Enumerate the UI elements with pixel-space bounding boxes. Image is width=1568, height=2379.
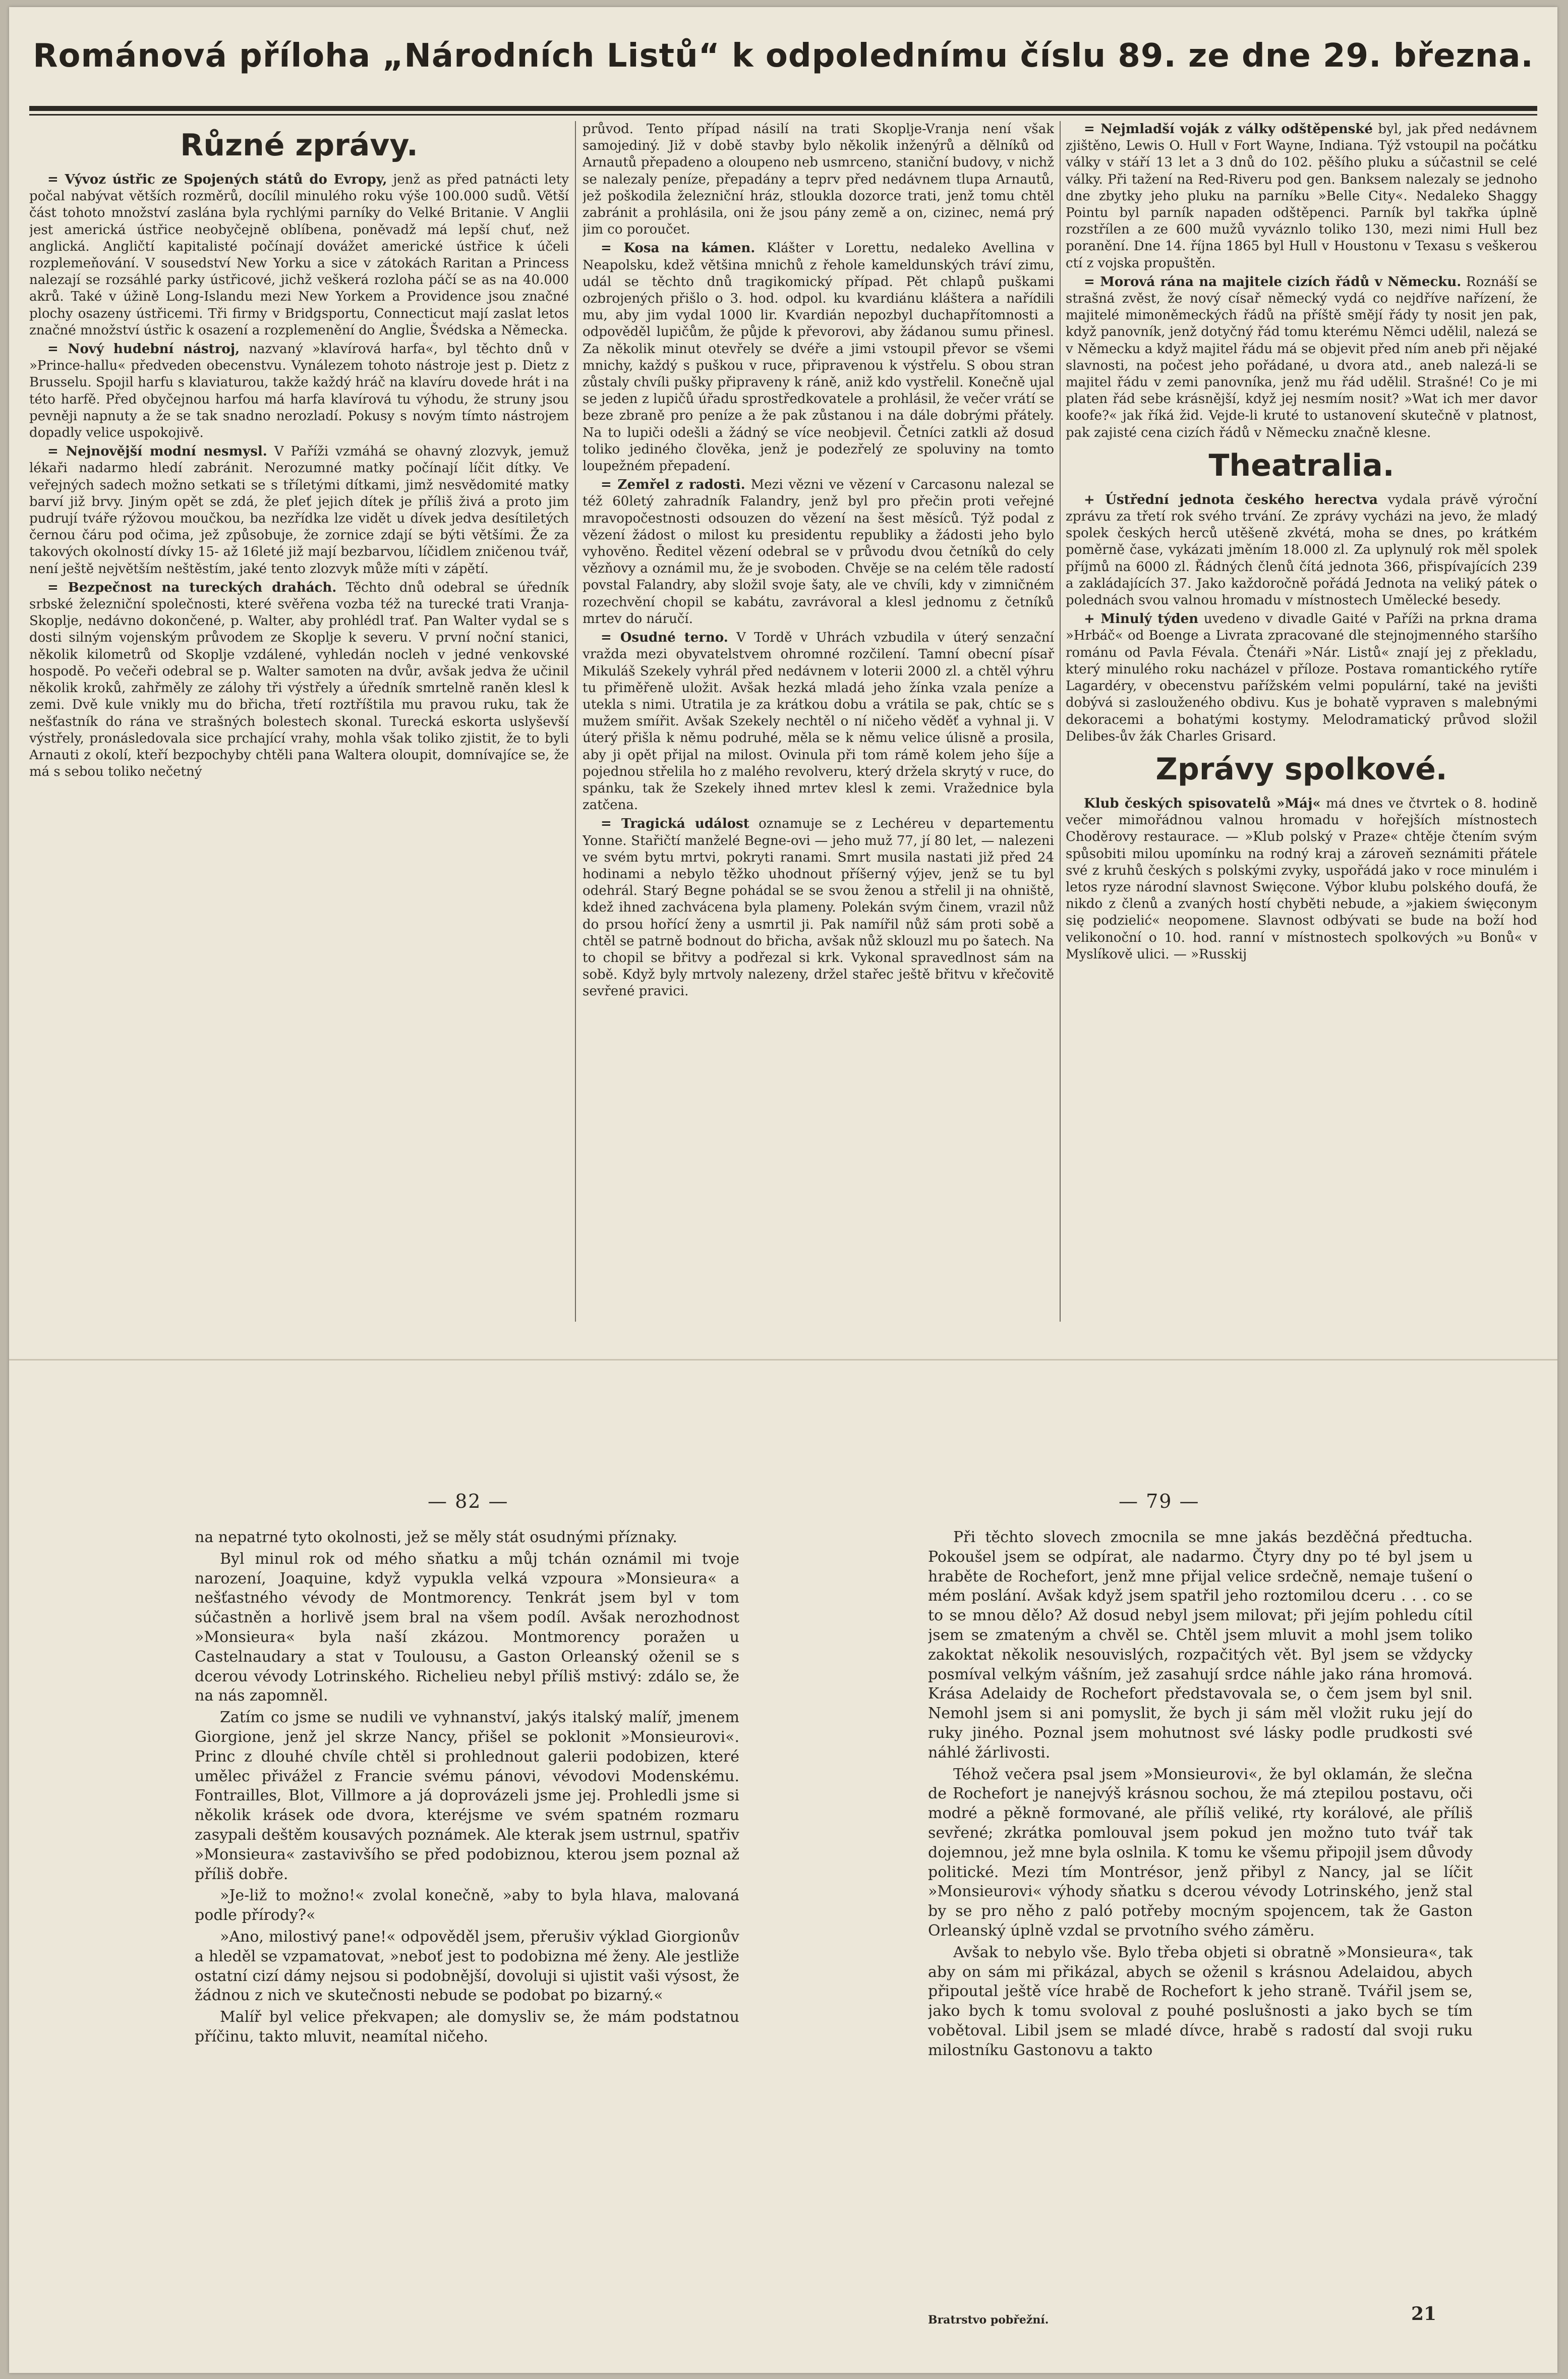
news-lead: = Tragická událost [601,816,749,832]
novel-paragraph: »Je-liž to možno!« zvolal konečně, »aby to byla hlava, malovaná podle přírody?« [195,1887,739,1924]
news-lead: + Minulý týden [1084,611,1199,627]
news-lead: = Nejmladší voják z války odštěpenské [1084,122,1373,137]
section-heading-zpravy-spolkove: Zprávy spolkové. [1155,751,1447,787]
news-lead: = Kosa na kámen. [601,241,756,256]
page-number-right: — 79 — [1119,1490,1200,1512]
news-text: byl, jak před nedávnem zjištěno, Lewis O. Hull v Fort Wayne, Indiana. Týž vstoupil na počátku války v stáří 13 let a 3 dnů do 102. pěšího pluku a súčastnil se celé války. Při tažení na Red-Riveru pod gen. Banksem nalezaly se jednoho dne zbytky jeho pluku na parníku »Belle City«. Nedaleko Shaggy Pointu byl parník napaden odštěpenci. Parník byl takřka úplně rozstřílen a ze 600 mužů vyváznlo toliko 130, mezi nimi Hull bez poranění. Dne 14. října 1865 byl Hull v Houstonu v Texasu s veškerou ctí z vojska propuštěn. [1066,122,1537,271]
news-item [29,341,569,441]
column-divider [1060,121,1061,1322]
novel-column-left [195,1528,739,2305]
novel-column-right [928,1528,1473,2305]
column-divider [575,121,576,1322]
column-3 [1066,121,1537,1332]
novel-paragraph: Při těchto slovech zmocnila se mne jakás bezděčná předtucha. Pokoušel jsem se odpírat, ale nadarmo. Čtyry dny po té byl jsem u hraběte de Rochefort, jenž mne přijal velice srdečně, nemaje tušení o mém poslání. Avšak když jsem spatřil jeho roztomilou dceru . . . co se to se mnou dělo? Až dosud nebyl jsem milovat; při jejím pohledu cítil jsem se zmateným a chvěl se. Chtěl jsem mluvit a mohl jsem toliko zakoktat několik nesouvislých, rozpačitých vět. Byl jsem se vždycky posmíval velkým vášním, jež zasahují srdce náhle jako rána hromová. Krása Adelaidy de Rochefort představovala se, o čem jsem byl snil. Nemohl jsem si ani pomyslit, že bych ji sám měl vložit ruku její do ruky jiného. Poznal jsem mohutnost své lásky podle prudkosti své náhlé žárlivosti. [928,1528,1473,1762]
page-header: Románová příloha „Národních Listů“ k odpolednímu číslu 89. ze dne 29. března. [33,37,1534,75]
novel-paragraph: Téhož večera psal jsem »Monsieurovi«, že byl oklamán, že slečna de Rochefort je nanejvýš krásnou sochou, že má ztepilou postavu, oči modré a pěkně formované, ale příliš veliké, rty korálové, ale příliš sevřené; zkrátka pomlouval jsem pokud jen možno tuto tvář tak dojemnou, jež mne byla oslnila. K tomu ke všemu připojil jsem důvody politické. Mezi tím Montrésor, jenž přibyl z Nancy, jal se líčit »Monsieurovi« výhody sňatku s dcerou vévody Lotrinského, jenž stal by se pro něho z paló potřeby mocným spojencem, tak že Gaston Orleanský úplně vzdal se prvotního svého záměru. [928,1765,1473,1940]
news-lead: = Zemřel z radosti. [601,477,745,493]
novel-paragraph: Zatím co jsme se nudili ve vyhnanství, jakýs italský malíř, jmenem Giorgione, jenž jel skrze Nancy, přišel se poklonit »Monsieurovi«. Princ z dlouhé chvíle chtěl si prohlednout galerii podobizen, které umělec přivážel z Francie svému pánovi, vévodovi Modenskému. Fontrailles, Blot, Villmore a já doprovázeli jsme jej. Prohledli jsme si několik krásek ode dvora, kteréjsme ve svém spatném rozmaru zasypali deštěm kousavých poznámek. Ale kterak jsem ustrnul, spatřiv »Monsieura« zastavivšího se před podobiznou, kterou jsem poznal až příliš dobře. [195,1709,739,1883]
news-text: má dnes ve čtvrtek o 8. hodině večer mimořádnou valnou hromadu v hořejších místnostech Choděrovy restaurace. — »Klub polský v Praze« chtěje čtením svým spůsobiti milou upomínku na rodný kraj a zároveň seznámiti přátele své z kruhů českých s polskými zvyky, uspořádá jako v roce minulém i letos ryze národní slavnost Swięcone. Výbor klubu polského doufá, že nikdo z členů a zvaných hostí chyběti nebude, a »jakiem święconym się podzielić« neopomene. Slavnost odbývati se bude na boží hod velikonoční o 10. hod. ranní v místnostech spolkových »u Bonů« v Myslíkově ulici. — »Russkij [1066,796,1537,962]
header-rule-thin [29,114,1537,116]
news-text: Mezi vězni ve vězení v Carcasonu nalezal se též 60letý zahradník Falandry, jenž byl pro přečin proti veřejné mravopočestnosti odsouzen do vězení na šest měsíců. Týž podal z vězení žádost o milost ku presidentu republiky a žádosti jeho bylo vyhověno. Ředitel vězení odebral se v průvodu dvou četníků do cely vězňovy a oznámil mu, že je svoboden. Chvěje se na celém těle radostí povstal Falandry, aby složil svoje šaty, ale ve chvíli, kdy v zimničném rozechvění chopil se kabátu, zavrávoral a klesl jednomu z četníků mrtev do náručí. [583,477,1054,627]
news-lead: = Bezpečnost na tureckých drahách. [47,580,337,595]
news-item [1066,492,1537,609]
page-fold-divider [9,1359,1557,1361]
news-item [29,443,569,578]
news-item [29,580,569,780]
news-item [583,630,1054,814]
news-text: Roznáší se strašná zvěst, že nový císař německý vydá co nejdříve nařízení, že majitelé mimoněmeckých řádů na příště smějí řády ty nosit jen pak, když panovník, jenž dotyčný řád tomu kterému Němci udělil, nalezá se v Německu a když majitel řádu má se objevit před ním aneb při nějaké slavnosti, na počest jeho pořádané, u dvora atd., aneb nalezá-li se majitel řádu v zemi panovníka, jenž mu řád udělil. Strašné! Co je mi platen řád sebe krásnější, když jej nesmím nosit? »Wat ich mer davor koofe?« jak říká žid. Vejde-li kruté to ustanovení skutečně v platnost, pak zajisté cena cizích řádů v Německu značně klesne. [1066,274,1537,440]
news-lead: Klub českých spisovatelů »Máj« [1084,796,1321,811]
news-lead: = Morová rána na majitele cizích řádů v Německu. [1084,274,1462,290]
newspaper-sheet [9,7,1557,2373]
news-item [1066,274,1537,441]
news-item [1066,611,1537,745]
news-item [1066,121,1537,272]
news-text: V Tordě v Uhrách vzbudila v úterý senzační vražda mezi obyvatelstvem ohromné rozčilení. Tamní obecní písař Mikuláš Szekely vyhrál před nedávnem v loterii 2000 zl. a chtěl výhru tu přiměřeně uložit. Avšak hezká mladá jeho žínka vzala peníze a utekla s nimi. Utratila je za krátkou dobu a vrátila se pak, chtíc se s mužem smířit. Avšak Szekely nechtěl o ní ničeho věděť a vyhnal ji. V úterý přišla k němu podruhé, měla se k němu velice úlisně a prosila, aby ji opět přijal na milost. Ovinula při tom rámě kolem jeho šíje a pojednou střelila ho z malého revolveru, který držela skrytý v ruce, do spánku, tak že Szekely ihned mrtev klesl k zemi. Vražednice byla zatčena. [583,630,1054,813]
news-text: jenž as před patnácti lety počal nabývat větších rozměrů, docílil minulého roku výše 100.000 sudů. Větší část tohoto množství zaslána byla rychlými parníky do Velké Britanie. V Anglii jest americká ústřice neobyčejně oblíbena, poněvadž má lepší chuť, než anglická. Angličtí kapitalisté počínají dovážet americké ústřice k účeli rozplemeňování. V sousedství New Yorku a sice v zátokách Raritan a Princess nalezají se rozsáhlé parky ústřicové, jichž veškerá rozloha páčí se as na 40.000 akrů. Také v úžině Long-Islandu mezi New Yorkem a Providence jsou značné plochy osazeny ústřicemi. Tři firmy v Bridgsportu, Connecticut mají zaslat letos značné množství ústřic k osazení a rozplemenění do Anglie, Švédska a Německa. [29,172,569,338]
news-item [29,172,569,339]
header-rule-thick [29,106,1537,111]
news-text: V Paříži vzmáhá se ohavný zlozvyk, jemuž lékaři nadarmo hledí zabránit. Nerozumné matky počínají líčit dítky. Ve veřejných sadech možno setkati se s tříletými dítkami, jimž nesvědomité matky barví již brvy. Jiným opět se zdá, že pleť jejich dítek je příliš živá a proto jim pudrují tváře rýžovou moučkou, ba nezřídka lze vidět u dívek jedva desítiletých černou čáru pod očima, jež způsobuje, že zornice zdají se býti většími. Že za takových okolností dívky 15- až 16leté již mají bezbarvou, líčidlem zničenou tvář, není ještě největším neštěstím, jaké tento zlozvyk může míti v zápětí. [29,444,569,577]
column-1 [29,121,569,1332]
news-lead: = Osudné terno. [601,630,728,646]
news-text: oznamuje se z Lechéreu v departementu Yonne. Stařičtí manželé Begne-ovi — jeho muž 77, jí 80 let, — nalezeni ve svém bytu mrtvi, pokryti ranami. Smrt musila nastati již před 24 hodinami a nebylo těžko uhodnout příšerný výjev, jenž se tu byl odehrál. Starý Begne pohádal se se svou ženou a střelil ji na ohniště, kdež ihned zachvácena byla plameny. Polekán svým činem, vrazil nůž do prsou hořící ženy a usmrtil ji. Pak namířil nůž sám proti sobě a chtěl se patrně bodnout do břicha, avšak nůž sklouzl mu po šatech. Na to chopil se břitvy a podřezal si krk. Vykonal spravedlnost sám na sobě. Když byly mrtvoly nalezeny, držel stařec ještě břitvu v křečovitě sevřené pravici. [583,816,1054,999]
novel-paragraph: Avšak to nebylo vše. Bylo třeba objeti si obratně »Monsieura«, tak aby on sám mi přikázal, abych se oženil s krásnou Adelaidou, abych připoutal ještě více hrabě de Rochefort k jeho straně. Tvářil jsem se, jako bych k tomu svoloval z pouhé poslušnosti a jako bych se tím vobětoval. Libil jsem se mladé dívce, hrabě s radostí dal svoji ruku milostníku Gastonovu a takto [928,1943,1473,2059]
news-lead: = Nový hudební nástroj, [47,342,240,357]
news-item [583,816,1054,1000]
section-heading-theatralia: Theatralia. [1208,447,1395,483]
news-text: Těchto dnů odebral se úředník srbské železniční společnosti, které svěřena vozba též na turecké trati Vranja-Skoplje, nedávno dokončené, p. Walter, aby prohlédl trať. Pan Walter vydal se s dosti silným vojenským průvodem ze Skoplje k severu. V první noční stanici, několik kilometrů od Skoplje vzdálené, vyhledán nocleh v jedné venkovské hospodě. Po večeři odebral se p. Walter samoten na dvůr, avšak jedva že učinil několik kroků, zahřměly ze zálohy tři výstřely a úředník smrtelně raněn klesl k zemi. Dvě kule vnikly mu do břicha, třetí roztříštila mu pravou ruku, tak že nešťastník do rána ve strašných bolestech skonal. Turecká eskorta uslyševší výstřely, pronásledovala sice prchající vrahy, mohla však toliko zjistit, že to byli Arnauti z okolí, kteří bezpochyby chtěli pana Waltera oloupit, domnívajíce se, že má s sebou toliko nečetný [29,580,569,780]
page-number-left: — 82 — [428,1490,509,1512]
novel-paragraph: Malíř byl velice překvapen; ale domysliv se, že mám podstatnou příčinu, takto mluvit, neamítal ničeho. [195,2008,739,2046]
column-2 [583,121,1054,1332]
news-text: Klášter v Lorettu, nedaleko Avellina v Neapolsku, kdež většina mnichů z řehole kameldunských tráví zimu, udál se těchto dnů tragikomický případ. Pět chlapů puškami ozbrojených přišlo o 3. hod. odpol. ku kvardiánu kláštera a nařídili mu, aby jim vydal 1000 lir. Kvardián nepozbyl duchapřítomnosti a odpověděl lupičům, že půjde k převorovi, aby žádanou sumu přinesl. Za několik minut otevřely se dvéře a jimi vstoupil převor se všemi mnichy, každý s puškou v ruce, připravenou k výstřelu. S obou stran zůstaly chvíli pušky připraveny k ráně, aniž kdo vystřelil. Konečně ujal se jeden z lupičů úřadu sprostředkovatele a prohlásil, že večer vrátí se beze zbraně pro peníze a že pak zůstanou i na dále dobrými přátely. Na to lupiči odešli a žádný se více neobjevil. Četníci zatkli až dosud toliko jediného člověka, jenž je podezřelý ze spoluviny na tomto loupežném přepadení. [583,241,1054,474]
signature-line: Bratrstvo pobřežní. [928,2313,1049,2327]
news-text: vydala právě výroční zprávu za třetí rok svého trvání. Ze zprávy vycházi na jevo, že mladý spolek českých herců utěšeně zkvétá, moha se dnes, po krátkém poměrně čase, vykázati jměním 18.000 zl. Za uplynulý rok měl spolek příjmů na 6000 zl. Řádných členů čítá jednota 366, přispívajících 239 a zakládajících 37. Jako každoročně pořádá Jednota na veliký pátek o polednách svou valnou hromadu v místnostech Umělecké besedy. [1066,492,1537,608]
news-text: uvedeno v divadle Gaité v Paříži na prkna drama »Hrbáč« od Boenge a Livrata zpracované dle stejnojmenného staršího románu od Pavla Févala. Čtenáři »Nár. Listů« znají jej z překladu, který minulého roku nacházel v příloze. Postava romantického rytíře Lagardéry, v obecenstvu pařížském velmi populární, také na jevišti dobývá si zaslouženého obdivu. Kus je bohatě vypraven s malebnými dekoracemi a bohatými kostymy. Melodramatický průvod složil Delibes-ův žák Charles Grisard. [1066,611,1537,744]
sheet-number: 21 [1411,2303,1437,2325]
novel-paragraph: na nepatrné tyto okolnosti, jež se měly stát osudnými příznaky. [195,1528,677,1546]
news-lead: = Vývoz ústřic ze Spojených států do Evropy, [47,172,387,187]
news-item [583,477,1054,628]
news-item [1066,796,1537,963]
news-text: průvod. Tento případ násilí na trati Skoplje-Vranja není však samojediný. Již v době stavby bylo několik inženýrů a dělníků od Arnautů přepadeno a oloupeno neb usmrceno, staniční budovy, v nichž se nalezaly peníze, přepadány a teprv před nedávnem tlupa Arnautů, jež poškodila železniční hráz, stloukla dozorce trati, jenž tomu chtěl zabránit a prohlásila, oni že jsou pány země a on, cizinec, nemá prý jim co poroučet. [583,122,1054,238]
section-heading-ruzne-zpravy: Různé zprávy. [180,128,418,163]
news-item [583,240,1054,475]
news-lead: = Nejnovější modní nesmysl. [47,444,267,460]
news-text: nazvaný »klavírová harfa«, byl těchto dnů v »Prince-hallu« předveden obecenstvu. Vynálezem tohoto nástroje jest p. Dietz z Brusselu. Spojil harfu s klaviaturou, takže každý hráč na klavíru dovede hrát i na této harfě. Před obyčejnou harfou má harfa klavírová tu výhodu, že struny jsou pevněji napnuty a že se tak snadno nerozladí. Pokusy s novým tímto nástrojem dopadly velice uspokojivě. [29,342,569,441]
novel-paragraph: Byl minul rok od mého sňatku a můj tchán oznámil mi tvoje narození, Joaquine, když vypukla velká vzpoura »Monsieura« a nešťastného vévody de Montmorency. Tenkrát jsem byl v tom súčastněn a horlivě jsem bral na všem podíl. Avšak nerozhodnost »Monsieura« byla naší zkázou. Montmorency poražen u Castelnaudary a stat v Toulousu, a Gaston Orleanský oženil se s dcerou vévody Lotrinského. Richelieu nebyl příliš mstivý: zdálo se, že na nás zapomněl. [195,1550,739,1705]
news-item [583,121,1054,238]
news-lead: + Ústřední jednota českého herectva [1084,492,1378,507]
novel-paragraph: »Ano, milostivý pane!« odpověděl jsem, přerušiv výklad Giorgionův a hleděl se vzpamatovat, »neboť jest to podobizna mé ženy. Ale jestliže ostatní cizí dámy nejsou si podobnější, dovoluji si ujistit vaši výsost, že žádnou z nich ve skutečnosti nebude se podobat po bizarný.« [195,1928,739,2005]
